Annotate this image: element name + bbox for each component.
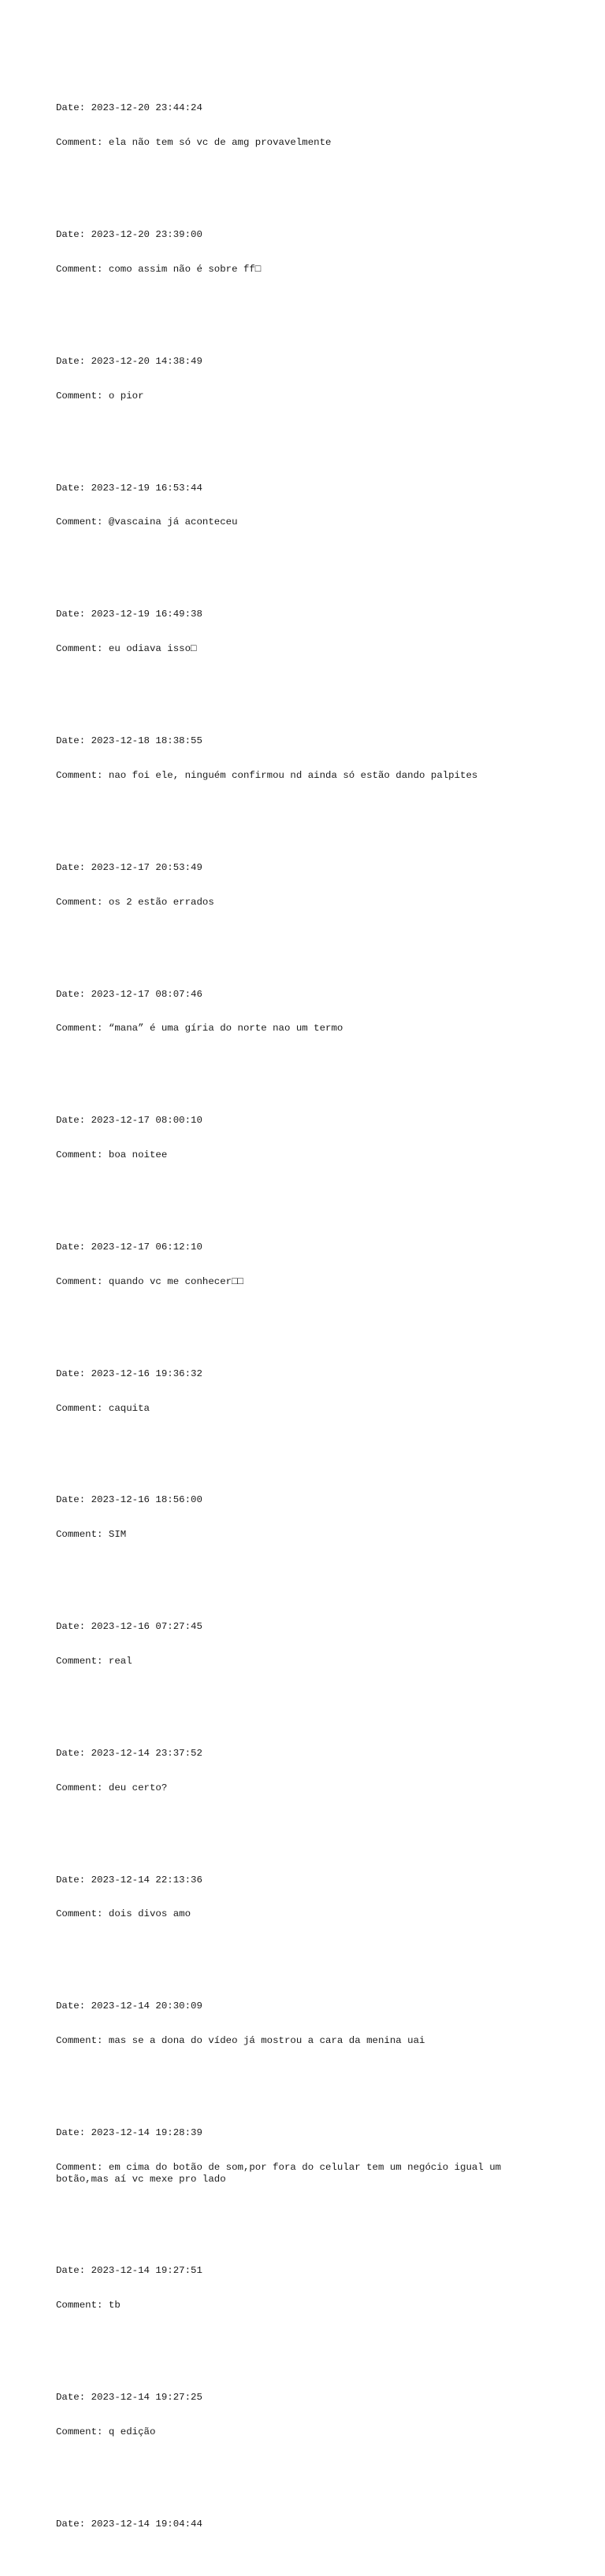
comment-entry: [56, 333, 560, 425]
date-label: Date:: [56, 102, 91, 114]
comment-line: [56, 2426, 560, 2438]
comment-text: nao foi ele, ninguém confirmou nd ainda só estão dando palpites: [108, 769, 478, 781]
date-label: Date:: [56, 1241, 91, 1253]
date-label: Date:: [56, 355, 91, 367]
comment-text: boa noitee: [108, 1149, 168, 1161]
date-line: [56, 1621, 560, 1633]
comment-entry: [56, 712, 560, 805]
date-line: [56, 862, 560, 874]
comment-line: [56, 1782, 560, 1794]
date-line: [56, 229, 560, 241]
date-value: 2023-12-18 18:38:55: [91, 735, 202, 747]
comment-line: [56, 1656, 560, 1667]
comment-text: @vascaina já aconteceu: [108, 516, 238, 528]
comment-label: Comment:: [56, 1402, 109, 1414]
comment-entry: [56, 1092, 560, 1184]
date-value: 2023-12-19 16:53:44: [91, 482, 202, 494]
date-line: [56, 102, 560, 114]
comment-text: os 2 estão errados: [108, 896, 214, 908]
comment-entry: [56, 1345, 560, 1438]
comment-entry: [56, 80, 560, 172]
comment-text: eu odiava isso□: [108, 643, 197, 655]
comment-line: [56, 1529, 560, 1541]
date-value: 2023-12-17 08:00:10: [91, 1115, 202, 1127]
comment-text: mas se a dona do vídeo já mostrou a cara da menina uai: [108, 2035, 425, 2047]
comment-text: real: [108, 1655, 132, 1667]
comment-label: Comment:: [56, 137, 109, 149]
comment-label: Comment:: [56, 1023, 109, 1034]
date-value: 2023-12-20 23:44:24: [91, 102, 202, 114]
comment-line: [56, 516, 560, 528]
comment-text: ela não tem só vc de amg provavelmente: [108, 137, 332, 149]
date-label: Date:: [56, 1115, 91, 1127]
comment-label: Comment:: [56, 1529, 109, 1541]
comment-label: Comment:: [56, 896, 109, 908]
date-value: 2023-12-17 20:53:49: [91, 861, 202, 873]
date-line: [56, 1368, 560, 1380]
comment-text: “mana” é uma gíria do norte nao um termo: [108, 1023, 343, 1034]
comment-line: [56, 897, 560, 909]
date-value: 2023-12-14 19:28:39: [91, 2127, 202, 2139]
date-label: Date:: [56, 2000, 91, 2012]
comment-label: Comment:: [56, 390, 109, 402]
comment-line: [56, 2162, 560, 2185]
date-label: Date:: [56, 1494, 91, 1506]
date-line: [56, 2265, 560, 2277]
comment-line: [56, 1149, 560, 1161]
comment-text: quando vc me conhecer□□: [108, 1275, 243, 1287]
date-line: [56, 735, 560, 747]
comment-text: como assim não é sobre ff□: [108, 263, 262, 275]
date-label: Date:: [56, 2127, 91, 2139]
date-value: 2023-12-14 22:13:36: [91, 1874, 202, 1886]
date-value: 2023-12-14 23:37:52: [91, 1747, 202, 1759]
comment-label: Comment:: [56, 2161, 109, 2173]
date-value: 2023-12-17 08:07:46: [91, 988, 202, 1000]
comment-line: [56, 390, 560, 402]
comment-line: [56, 137, 560, 149]
comment-label: Comment:: [56, 769, 109, 781]
date-value: 2023-12-20 23:39:00: [91, 229, 202, 241]
comment-label: Comment:: [56, 1275, 109, 1287]
comment-entry: [56, 1851, 560, 1943]
date-label: Date:: [56, 1368, 91, 1379]
comment-entry: [56, 206, 560, 298]
date-label: Date:: [56, 229, 91, 241]
date-line: [56, 2392, 560, 2404]
comment-text: SIM: [108, 1529, 127, 1541]
comment-label: Comment:: [56, 2035, 109, 2047]
date-label: Date:: [56, 609, 91, 620]
date-value: 2023-12-14 19:27:25: [91, 2392, 202, 2404]
date-line: [56, 609, 560, 620]
date-line: [56, 2519, 560, 2530]
comment-text: q edição: [108, 2426, 156, 2437]
comment-entry: [56, 2104, 560, 2208]
comment-text: tb: [108, 2300, 121, 2311]
document-page: [56, 57, 560, 2576]
date-line: [56, 483, 560, 494]
comment-label: Comment:: [56, 2426, 109, 2437]
comment-line: [56, 2035, 560, 2047]
date-value: 2023-12-19 16:49:38: [91, 609, 202, 620]
date-line: [56, 989, 560, 1001]
comment-entry: [56, 1219, 560, 1311]
comment-label: Comment:: [56, 263, 109, 275]
date-label: Date:: [56, 1621, 91, 1633]
date-label: Date:: [56, 2518, 91, 2530]
comment-line: [56, 643, 560, 655]
comment-text: caquita: [108, 1402, 150, 1414]
comment-line: [56, 1908, 560, 1920]
date-value: 2023-12-16 18:56:00: [91, 1494, 202, 1506]
date-line: [56, 1115, 560, 1127]
date-line: [56, 1242, 560, 1253]
comment-text: deu certo?: [108, 1782, 168, 1793]
date-line: [56, 2000, 560, 2012]
comment-entry: [56, 2242, 560, 2334]
date-label: Date:: [56, 1747, 91, 1759]
date-line: [56, 1748, 560, 1760]
comment-label: Comment:: [56, 1149, 109, 1161]
comment-entry: [56, 965, 560, 1057]
comment-label: Comment:: [56, 1908, 109, 1920]
date-label: Date:: [56, 2265, 91, 2277]
date-value: 2023-12-14 19:04:44: [91, 2518, 202, 2530]
comment-entry: [56, 1598, 560, 1690]
date-label: Date:: [56, 1874, 91, 1886]
comment-label: Comment:: [56, 1782, 109, 1793]
comment-entry: [56, 1978, 560, 2070]
comment-entry: [56, 839, 560, 931]
comment-line: [56, 1023, 560, 1034]
date-value: 2023-12-17 06:12:10: [91, 1241, 202, 1253]
comment-label: Comment:: [56, 516, 109, 528]
comment-line: [56, 264, 560, 276]
date-line: [56, 1494, 560, 1506]
comment-entry: [56, 1471, 560, 1564]
comment-text: em cima do botão de som,por fora do celular tem um negócio igual um botão,mas aí vc mexe pro lado: [56, 2161, 502, 2185]
comment-label: Comment:: [56, 1655, 109, 1667]
comment-text: dois divos amo: [108, 1908, 191, 1920]
comment-line: [56, 770, 560, 782]
comment-label: Comment:: [56, 2300, 109, 2311]
comment-entry: [56, 1725, 560, 1817]
date-line: [56, 1875, 560, 1886]
date-label: Date:: [56, 861, 91, 873]
date-label: Date:: [56, 735, 91, 747]
comment-entry: [56, 586, 560, 678]
comment-entry: [56, 459, 560, 551]
comment-line: [56, 1276, 560, 1288]
date-value: 2023-12-14 20:30:09: [91, 2000, 202, 2012]
comment-entry: [56, 2369, 560, 2461]
date-line: [56, 356, 560, 368]
date-value: 2023-12-16 07:27:45: [91, 1621, 202, 1633]
comment-label: Comment:: [56, 643, 109, 655]
date-value: 2023-12-14 19:27:51: [91, 2265, 202, 2277]
date-label: Date:: [56, 2392, 91, 2404]
date-line: [56, 2127, 560, 2139]
date-value: 2023-12-16 19:36:32: [91, 1368, 202, 1379]
comment-line: [56, 1403, 560, 1415]
comment-entry: [56, 2496, 560, 2553]
comment-text: o pior: [108, 390, 144, 402]
date-label: Date:: [56, 988, 91, 1000]
date-value: 2023-12-20 14:38:49: [91, 355, 202, 367]
comment-line: [56, 2300, 560, 2311]
date-label: Date:: [56, 482, 91, 494]
